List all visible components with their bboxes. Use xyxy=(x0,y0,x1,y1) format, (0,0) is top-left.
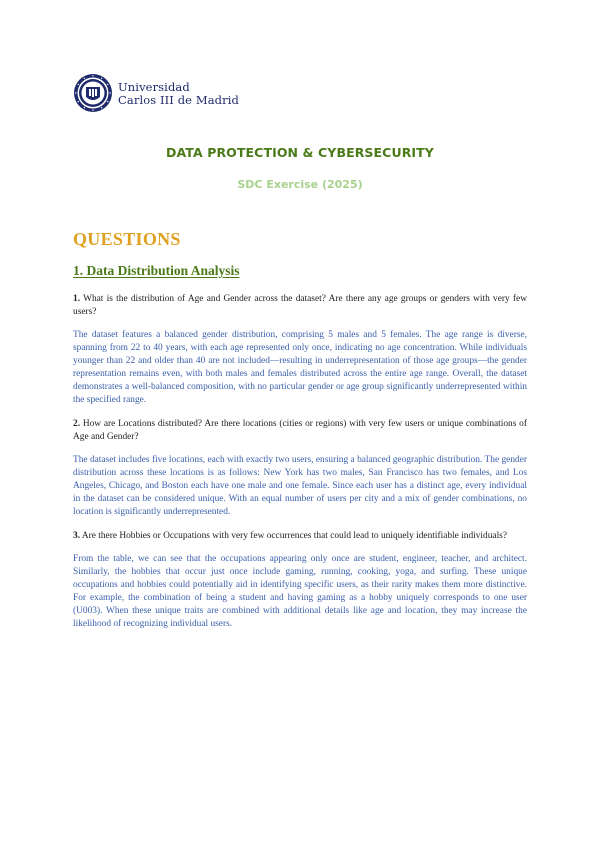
document-title: DATA PROTECTION & CYBERSECURITY xyxy=(166,145,434,160)
university-name-line1: Universidad xyxy=(118,80,190,94)
question-number: 1. xyxy=(73,294,81,304)
document-subtitle: SDC Exercise (2025) xyxy=(237,178,363,191)
questions-content xyxy=(73,293,527,642)
university-name-line2: Carlos III de Madrid xyxy=(118,92,239,107)
section-heading: QUESTIONS xyxy=(73,229,181,249)
university-seal-icon xyxy=(73,73,113,113)
answer-1: The dataset features a balanced gender distribution, comprising 5 males and 5 females. The age range is diverse, spanning from 22 to 40 years, with each age represented only once, indicating no age concentration. While individuals younger than 22 and older than 40 are not included—resulting in underrepresentation of those age groups—the gender representation remains even, with both males and females distributed across the entire age range. Overall, the dataset demonstrates a well-balanced composition, with no particular gender or age group significantly underrepresented within the specified range. xyxy=(73,330,527,405)
question-3 xyxy=(73,530,527,543)
question-2 xyxy=(73,418,527,444)
question-text: Are there Hobbies or Occupations with very few occurrences that could lead to uniquely identifiable individuals? xyxy=(81,531,507,541)
university-name xyxy=(118,81,239,106)
answer-2: The dataset includes five locations, each with exactly two users, ensuring a balanced geographic distribution. The gender distribution across these locations is as follows: New York has two males, San Francisco has two females, and Los Angeles, Chicago, and Boston each have one male and one female. Since each user has a distinct age, every individual in the dataset can be considered unique. With an equal number of users per city and a mix of gender combinations, no location is significantly underrepresented. xyxy=(73,455,527,517)
question-number: 3. xyxy=(73,531,81,541)
question-number: 2. xyxy=(73,419,81,429)
question-text: How are Locations distributed? Are there locations (cities or regions) with very few users or unique combinations of Age and Gender? xyxy=(73,419,527,442)
answer-3: From the table, we can see that the occupations appearing only once are student, engineer, teacher, and architect. Similarly, the hobbies that occur just once include gaming, running, cooking, yoga, and surfing. These unique occupations and hobbies could potentially aid in identifying specific users, as their rarity makes them more distinctive. For example, the combination of being a student and having gaming as a hobby uniquely corresponds to one user (U003). When these unique traits are combined with additional details like age and location, they may increase the likelihood of recognizing individual users. xyxy=(73,554,527,629)
sub-heading: 1. Data Distribution Analysis xyxy=(73,263,240,278)
university-logo xyxy=(73,73,239,113)
question-1 xyxy=(73,293,527,319)
question-text: What is the distribution of Age and Gender across the dataset? Are there any age groups or genders with very few users? xyxy=(73,294,527,317)
